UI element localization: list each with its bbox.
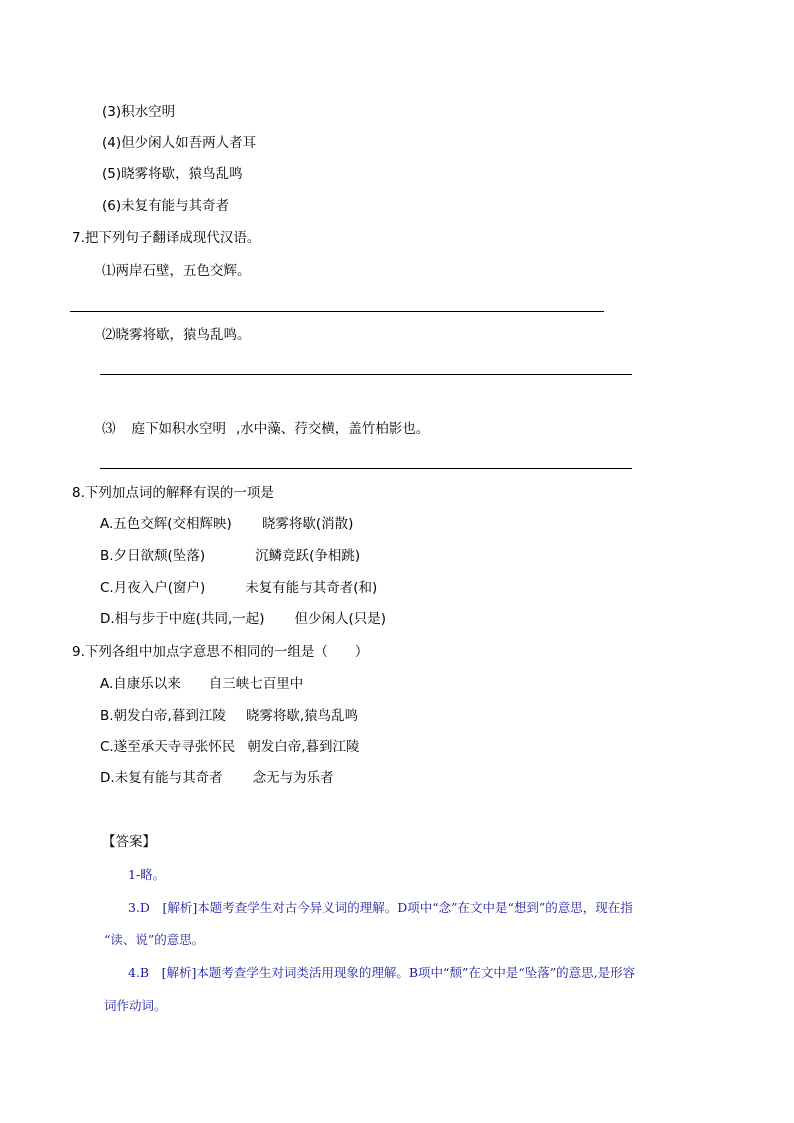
- q8-stem-text: 8.下列加点词的解释有误的一项是: [72, 485, 274, 501]
- q7-item-2: [102, 326, 251, 344]
- q9-option-a-right: 自三峡七百里中: [208, 676, 304, 692]
- q8-option-b-right: 沉鳞竞跃(争相跳): [255, 548, 361, 564]
- q6-item-4-text: (4)但少闲人如吾两人者耳: [102, 135, 257, 151]
- q8-option-b-left: B.夕日欲颓(坠落): [100, 548, 206, 564]
- q9-stem: [72, 643, 368, 661]
- q8-option-d-left: D.相与步于中庭(共同,一起): [100, 611, 265, 627]
- q7-item-3-text-b: ,水中藻、荇交横，盖竹柏影也。: [236, 421, 430, 437]
- q8-option-b: [100, 547, 360, 565]
- q9-option-a-left: A.自康乐以来: [100, 676, 181, 692]
- q8-option-c: [100, 579, 377, 597]
- q6-item-5-text: (5)晓雾将歇，猿鸟乱鸣: [102, 166, 243, 182]
- q8-option-d: [100, 610, 386, 628]
- q9-option-b-right: 晓雾将歇,猿鸟乱鸣: [245, 708, 359, 724]
- q7-item-3-num: ⑶: [102, 421, 116, 437]
- q7-item-1-text: ⑴两岸石壁，五色交辉。: [102, 263, 251, 279]
- answer-3-line-1: [128, 899, 633, 917]
- q9-option-c: [100, 738, 360, 756]
- q7-stem: [72, 229, 260, 247]
- q6-item-6: [102, 197, 229, 215]
- q8-option-a-right: 晓雾将歇(消散): [261, 516, 354, 532]
- q9-option-d-left: D.未复有能与其奇者: [100, 770, 223, 786]
- answer-4-line-2: [104, 997, 167, 1015]
- q6-item-6-text: (6)未复有能与其奇者: [102, 198, 230, 214]
- q8-option-a: [100, 515, 353, 533]
- q7-answer-line-3[interactable]: [100, 468, 632, 469]
- answer-3-text-1: 3.D [解析]本题考查学生对古今异义词的理解。D项中“念”在文中是“想到”的意思，现在指: [128, 900, 633, 915]
- q9-option-d: [100, 769, 334, 787]
- q6-item-4: [102, 134, 256, 152]
- q7-item-1: [102, 262, 251, 280]
- q9-option-c-right: 朝发白帝,暮到江陵: [247, 739, 360, 755]
- answer-heading: [102, 833, 156, 851]
- q9-option-b: [100, 707, 358, 725]
- answer-line-1-text: 1-略。: [128, 867, 166, 882]
- q6-item-3-text: (3)积水空明: [102, 104, 176, 120]
- answer-4-text-2: 词作动词。: [104, 998, 167, 1013]
- answer-4-line-1: [128, 964, 635, 982]
- q8-option-c-left: C.月夜入户(窗户): [100, 580, 206, 596]
- answer-4-text-1: 4.B [解析]本题考查学生对词类活用现象的理解。B项中“颓”在文中是“坠落”的意思,是形容: [128, 965, 636, 980]
- q9-option-a: [100, 675, 303, 693]
- q7-item-3: [102, 420, 429, 438]
- answer-heading-text: 【答案】: [102, 834, 156, 850]
- q8-option-d-right: 但少闲人(只是): [294, 611, 387, 627]
- q9-option-d-right: 念无与为乐者: [252, 770, 334, 786]
- q7-answer-line-2[interactable]: [100, 374, 632, 375]
- q6-item-5: [102, 165, 243, 183]
- q7-item-3-text-a: 庭下如积水空明: [131, 421, 226, 437]
- answer-3-line-2: [104, 931, 204, 949]
- answer-3-text-2: “读、说”的意思。: [104, 932, 205, 947]
- q9-option-c-left: C.遂至承天寺寻张怀民: [100, 739, 236, 755]
- answer-line-1: [128, 866, 165, 884]
- q8-option-a-left: A.五色交辉(交相辉映): [100, 516, 232, 532]
- q7-item-2-text: ⑵晓雾将歇，猿鸟乱鸣。: [102, 327, 251, 343]
- q6-item-3: [102, 103, 175, 121]
- q7-stem-text: 7.把下列句子翻译成现代汉语。: [72, 230, 261, 246]
- q9-stem-text: 9.下列各组中加点字意思不相同的一组是（ ）: [72, 644, 369, 660]
- q7-answer-line-1[interactable]: [70, 311, 604, 312]
- q9-option-b-left: B.朝发白帝,暮到江陵: [100, 708, 226, 724]
- q8-stem: [72, 484, 274, 502]
- q8-option-c-right: 未复有能与其奇者(和): [245, 580, 378, 596]
